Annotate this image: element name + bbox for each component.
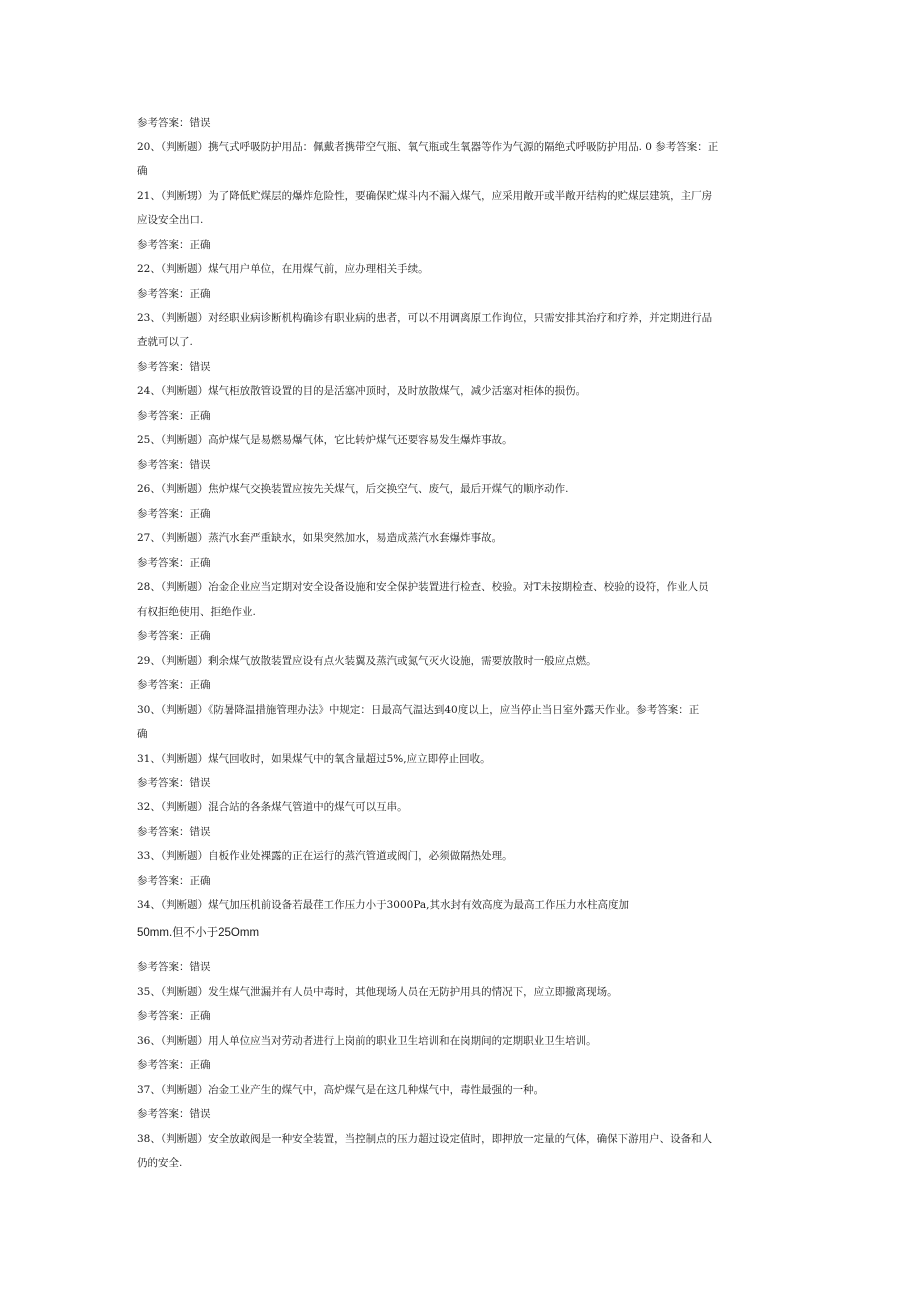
answer-line: 参考答案：正确: [137, 288, 211, 300]
answer-line: 参考答案：正确: [137, 875, 211, 887]
question-37: 37、（判断题）冶金工业产生的煤气中，高炉煤气是在这几种煤气中，毒性最强的一种。: [137, 1084, 545, 1096]
question-22: 22、（判断题）煤气用户单位，在用煤气前，应办理相关手续。: [137, 263, 429, 275]
question-24: 24、（判断题）煤气柜放散管设置的目的是活塞冲顶时，及时放散煤气，减少活塞对柜体的损伤。: [137, 385, 587, 397]
question-20-line-2: 确: [137, 165, 148, 177]
answer-line: 参考答案：错误: [137, 361, 211, 373]
answer-line: 参考答案：错误: [137, 961, 211, 973]
answer-line: 参考答案：错误: [137, 826, 211, 838]
answer-line: 参考答案：错误: [137, 1108, 211, 1120]
question-27: 27、（判断题）蒸汽水套严重缺水，如果突然加水，易造成蒸汽水套爆炸事故。: [137, 532, 503, 544]
answer-line: 参考答案：正确: [137, 557, 211, 569]
question-33: 33、（判断题）自板作业处裸露的正在运行的蒸汽管道或阀门，必须做隔热处理。: [137, 850, 513, 862]
answer-line: 参考答案：错误: [137, 777, 211, 789]
question-38-line-1: 38、（判断题）安全放敢阀是一种安全装置，当控制点的压力超过设定值时，即押放一定量的气体，确保下游用户、设备和人: [137, 1133, 713, 1145]
question-36: 36、（判断题）用人单位应当对劳动者进行上岗前的职业卫生培训和在岗期间的定期职业卫生培训。: [137, 1035, 597, 1047]
question-31: 31、（判断题）煤气回收时，如果煤气中的氧含量超过5%,应立即停止回收。: [137, 753, 491, 765]
question-30-line-2: 确: [137, 728, 148, 740]
question-34-line-1: 34、（判断题）煤气加压机前设备若最荏工作压力小于3000Pa,其水封有效高度为最高工作压力水柱高度加: [137, 899, 630, 911]
question-25: 25、（判断题）高炉煤气是易燃易爆气体，它比转炉煤气还要容易发生爆炸事故。: [137, 434, 513, 446]
answer-line: 参考答案：错误: [137, 117, 211, 129]
question-38-line-2: 仍的安全.: [137, 1157, 183, 1169]
question-28-line-2: 有权拒绝使用、拒绝作业.: [137, 606, 256, 618]
answer-line: 参考答案：正确: [137, 679, 211, 691]
question-23-line-2: 查就可以了.: [137, 336, 193, 348]
answer-line: 参考答案：正确: [137, 630, 211, 642]
question-35: 35、（判断题）发生煤气泄漏并有人员中毒时，其他现场人员在无防护用具的情况下，应立即撤离现场。: [137, 986, 618, 998]
question-32: 32、（判断题）混合站的各条煤气管道中的煤气可以互串。: [137, 801, 408, 813]
question-28-line-1: 28、（判断题）冶金企业应当定期对安全设备设施和安全保护装置进行检查、校验。对T未按期检查、校验的设符，作业人员: [137, 581, 709, 593]
question-20-line-1: 20、（判断题）携气式呼吸防护用品：佩戴者携带空气瓶、氧气瓶或生氧器等作为气源的隔绝式呼吸防护用品. 0 参考答案：正: [137, 141, 719, 153]
question-34-line-2: 50mm.但不小于25Omm: [137, 927, 260, 939]
question-21-line-1: 21、（判断甥）为了降低贮煤层的爆炸危险性，要确保贮煤斗内不漏入煤气，应采用敞开或半敞开结构的贮煤层建筑，主厂房: [137, 190, 713, 202]
answer-line: 参考答案：正确: [137, 1059, 211, 1071]
question-29: 29、（判断题）剩余煤气放散装置应设有点火装翼及蒸汽或氮气灭火设施，需要放散时一般应点燃。: [137, 655, 597, 667]
answer-line: 参考答案：正确: [137, 1010, 211, 1022]
question-23-line-1: 23、（判断题）对经职业病诊断机构确诊有职业病的患者，可以不用调离原工作询位，只需安排其治疗和疗养，并定期进行品: [137, 312, 713, 324]
answer-line: 参考答案：正确: [137, 508, 211, 520]
answer-line: 参考答案：正确: [137, 410, 211, 422]
question-30-line-1: 30、（判断题）《防暑降温措施管理办法》中规定：日最高气温达到40度以上，应当停止当日室外露天作业。参考答案：正: [137, 704, 700, 716]
question-21-line-2: 应设安全出口.: [137, 214, 204, 226]
question-26: 26、（判断题）焦炉煤气交换装置应按先关煤气，后交换空气、废气，最后开煤气的顺序动作.: [137, 483, 569, 495]
answer-line: 参考答案：正确: [137, 239, 211, 251]
answer-line: 参考答案：错误: [137, 459, 211, 471]
